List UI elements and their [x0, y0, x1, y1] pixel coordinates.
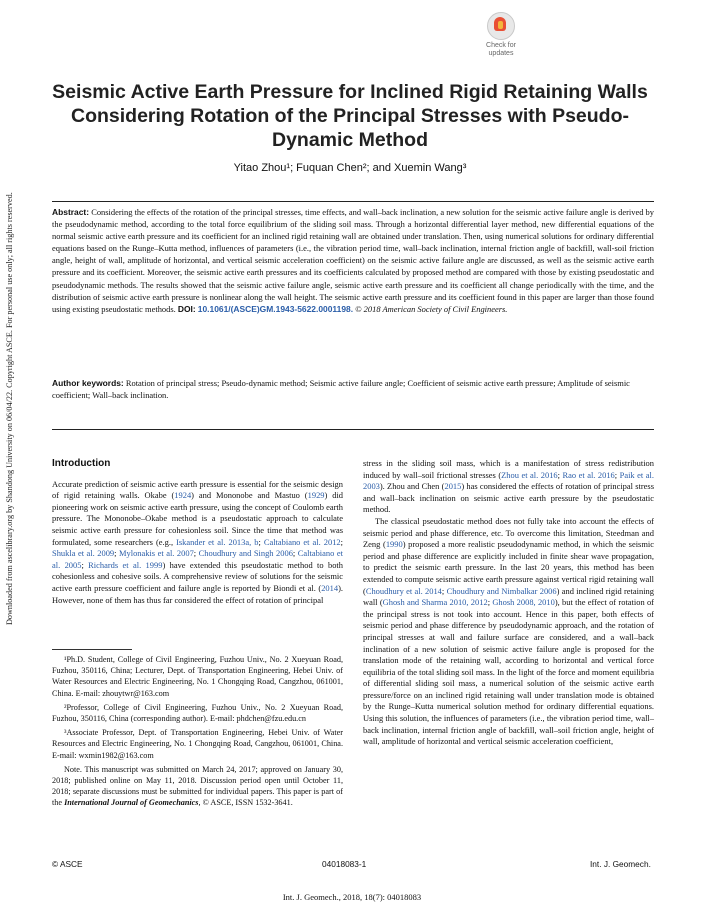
manuscript-note: Note. This manuscript was submitted on March 24, 2017; approved on January 30, 2018; published online on May 11, 2018. Discussion period open until October 11, 2018; separate discussions must be submitted for individual papers. This paper is part of the International Journal of Geomechanics, © ASCE, ISSN 1532-3641. — [52, 764, 343, 808]
keywords-label: Author keywords: — [52, 378, 124, 388]
top-rule — [52, 201, 654, 202]
citation-link[interactable]: Choudhury and Nimbalkar 2006 — [446, 585, 557, 596]
author-list: Yitao Zhou¹; Fuquan Chen²; and Xuemin Wang³ — [233, 162, 467, 174]
text-run: ). Zhou and Chen ( — [379, 481, 445, 492]
intro-paragraph-2 — [363, 516, 654, 748]
abstract-label: Abstract: — [52, 207, 90, 217]
citation-link[interactable]: 1990 — [385, 539, 403, 550]
left-column — [52, 458, 343, 606]
author-keywords — [52, 377, 654, 401]
citation-link[interactable]: Choudhury and Singh 2006 — [198, 548, 293, 559]
footer-page-id: 04018083-1 — [322, 859, 367, 869]
text-run: ; — [487, 597, 493, 608]
text-run: ). However, none of them has thus far considered the effect of rotation of principal — [52, 582, 343, 605]
text-run: ; — [81, 559, 89, 570]
citation-link[interactable]: 1929 — [307, 490, 325, 501]
paper-title: Seismic Active Earth Pressure for Inclined Rigid Retaining Walls Considering Rotation of the Principal Stresses with Pseudo-Dynamic Method — [52, 81, 648, 151]
footer-journal: Int. J. Geomech. — [590, 859, 651, 869]
text-run: ) proposed a more realistic pseudodynamic method, in which the seismic period and phase difference are explicitly included in finite shear wave propagation, to predict the seismic earth pressure. In the last 20 years, this method has been extended to compute seismic active earth pressure against vertical rigid retaining wall ( — [363, 539, 654, 596]
check-for-updates-badge[interactable] — [474, 12, 528, 72]
check-updates-icon — [487, 12, 515, 40]
citation-link[interactable]: Ghosh and Sharma 2010, 2012 — [382, 597, 488, 608]
right-column — [363, 458, 654, 748]
intro-paragraph-1-continued — [363, 458, 654, 516]
text-run: stress in the sliding soil mass, which is a manifestation of stress redistribution induced by wall–soil frictional stresses ( — [363, 458, 654, 480]
doi-label: DOI: — [177, 303, 196, 314]
text-run: ; — [340, 536, 343, 547]
text-run: ) did pioneering work on seismic active earth pressure, using the concept of Coulomb earth pressure. The Mononobe–Okabe method is a pseudostatic approach to calculate seismic active earth pressure for cohesionless soil. Since the time that method was formulated, some researchers (e.g., — [52, 490, 344, 547]
copyright-notice: © 2018 American Society of Civil Engineers. — [355, 303, 508, 314]
text-run: ; — [114, 548, 119, 559]
section-heading-introduction: Introduction — [52, 458, 111, 469]
footnote-rule — [52, 649, 132, 650]
text-run: ) has considered the effects of rotation of principal stress and wall–back inclination on seismic active earth pressure by the pseudostatic method. — [363, 481, 654, 515]
citation-link[interactable]: Choudhury et al. 2014 — [365, 585, 442, 596]
citation-link[interactable]: Mylonakis et al. 2007 — [119, 548, 194, 559]
abstract — [52, 206, 654, 315]
text-run: ; — [292, 548, 298, 559]
abstract-bottom-rule — [52, 429, 654, 430]
text-run: Accurate prediction of seismic active earth pressure is essential for the seismic design of rigid retaining walls. Okabe ( — [52, 478, 343, 501]
footnote-2: ²Professor, College of Civil Engineering, Fuzhou Univ., No. 2 Xueyuan Road, Fuzhou, 350116, China (corresponding author). E-mail: phdchen@fzu.edu.cn — [52, 702, 343, 724]
text-run: ; — [557, 469, 563, 480]
citation-link[interactable]: 2015 — [444, 481, 462, 492]
footnote-3: ³Associate Professor, Dept. of Transportation Engineering, Hebei Univ. of Water Resources and Electric Engineering, No. 1 Chongqing Road, Cangzhou, 061001, China. E-mail: wxmin1982@163.com — [52, 728, 343, 760]
footnote-1: ¹Ph.D. Student, College of Civil Engineering, Fuzhou Univ., No. 2 Xueyuan Road, Fuzhou, 350116, China; Lecturer, Dept. of Transportation Engineering, Hebei Univ. of Water Resources and Electric Engineering, No. 1 Chongqing Road, Cangzhou, 061001, China. E-mail: zhouytwr@163.com — [52, 655, 343, 698]
text-run: ; — [193, 548, 199, 559]
text-run: ; — [614, 469, 620, 480]
citation-link[interactable]: Ghosh 2008, 2010 — [492, 597, 555, 608]
citation-link[interactable]: Iskander et al. 2013a, b — [176, 536, 259, 547]
citation-link[interactable]: 2014 — [321, 582, 339, 593]
citation-link[interactable]: Rao et al. 2016 — [562, 469, 615, 480]
text-run: The classical pseudostatic method does not fully take into account the effects of seismic period and phase difference, etc. To overcome this limitation, Steedman and Zeng ( — [363, 515, 654, 550]
citation-link[interactable]: Paik et al. 2003 — [363, 469, 654, 492]
citation-link[interactable]: Caltabiano et al. 2005 — [52, 548, 343, 570]
text-run: ), but the effect of rotation of the principal stress is not took into account. Hence in this paper, both effects of seismic period and phase difference by pseudodynamic approach, and the rotation of principal stresses at wall and failure surface are considered, and a wall–back inclination of a new solution of seismic active failure angle is proposed for the translation mode of the retaining wall, according to horizontal and vertical force equilibria of the total sliding soil mass. In the light of the force and moment equilibria of differential sliding soil mass, a numerical solution of the seismic active earth pressure/force on an inclined rigid retaining wall under translation mode is obtained by the Runge–Kutta numerical solution method for ordinary differential equations. Using this solution, the influences of parameters (i.e., the vibration period time, wall–back inclination, internal friction angle of backfill, wall–soil friction angle, height of wall, amplitude of horizontal and vertical seismic acceleration coefficient, — [363, 597, 654, 747]
doi-link[interactable]: 10.1061/(ASCE)GM.1943-5622.0001198. — [197, 303, 354, 314]
text-run: ) have extended this pseudostatic method to both cohesionless and cohesive soils. A comprehensive review of solutions for the seismic active earth pressure coefficient and failure angle is reported by Biondi et al. ( — [52, 559, 343, 593]
text-run: ; — [441, 585, 447, 596]
text-run: ; — [258, 536, 264, 547]
text-run: ) and inclined rigid retaining wall ( — [363, 585, 654, 608]
intro-paragraph-1 — [52, 479, 343, 607]
citation-link[interactable]: Richards et al. 1999 — [88, 559, 163, 570]
journal-name: International Journal of Geomechanics — [64, 798, 199, 808]
footnotes — [52, 654, 343, 812]
citation-link[interactable]: 1924 — [174, 490, 192, 501]
badge-label: Check for updates — [486, 42, 516, 57]
keywords-text: Rotation of principal stress; Pseudo-dynamic method; Seismic active failure angle; Coefficient of seismic active earth pressure; Amplitude of seismic coefficient; Wall–back inclination. — [52, 378, 630, 401]
abstract-text: Considering the effects of the rotation of the principal stresses, time effects, and wall–back inclination, a new solution for the seismic active failure angle is derived by the pseudodynamic method, according to the total force equilibrium of the sliding soil mass. Through a horizontal differential layer method, new differential equations of the normal seismic active earth pressure and its coefficient for an inclined rigid retaining wall are obtained under translation. Then, using numerical solutions for ordinary differential equations based on the Runge–Kutta method, influences of parameters (i.e., the vibration period time, wall–back inclination, internal friction angle of backfill, wall-soil friction angle, height of wall, amplitude of horizontal, and vertical seismic acceleration coefficient) on the seismic active failure angle are discussed, as well as the seismic active earth pressure and its coefficient. Moreover, the seismic active earth pressures and its coefficients calculated by proposed method are compared with those by existing pseudostatic and pseudodynamic methods. The results showed that the seismic active failure angle, seismic active earth pressure and its coefficient all change periodically with the time, and the distribution of seismic active earth pressure is nonlinear along the wall height. The seismic active earth pressure and its coefficient found in this paper are larger than those found using existing pseudostatic methods. — [52, 207, 654, 314]
text-run: ) and Mononobe and Mastuo ( — [191, 490, 308, 501]
citation-link[interactable]: Shukla et al. 2009 — [52, 548, 115, 559]
citation-link[interactable]: Caltabiano et al. 2012 — [263, 536, 341, 547]
download-notice: Downloaded from ascelibrary.org by Shandong University on 06/04/22. Copyright ASCE. For personal use only; all rights reserved. — [5, 192, 14, 625]
footer-copyright: © ASCE — [52, 859, 83, 869]
citation-link[interactable]: Zhou et al. 2016 — [501, 469, 558, 480]
citation-line: Int. J. Geomech., 2018, 18(7): 04018083 — [282, 892, 422, 902]
